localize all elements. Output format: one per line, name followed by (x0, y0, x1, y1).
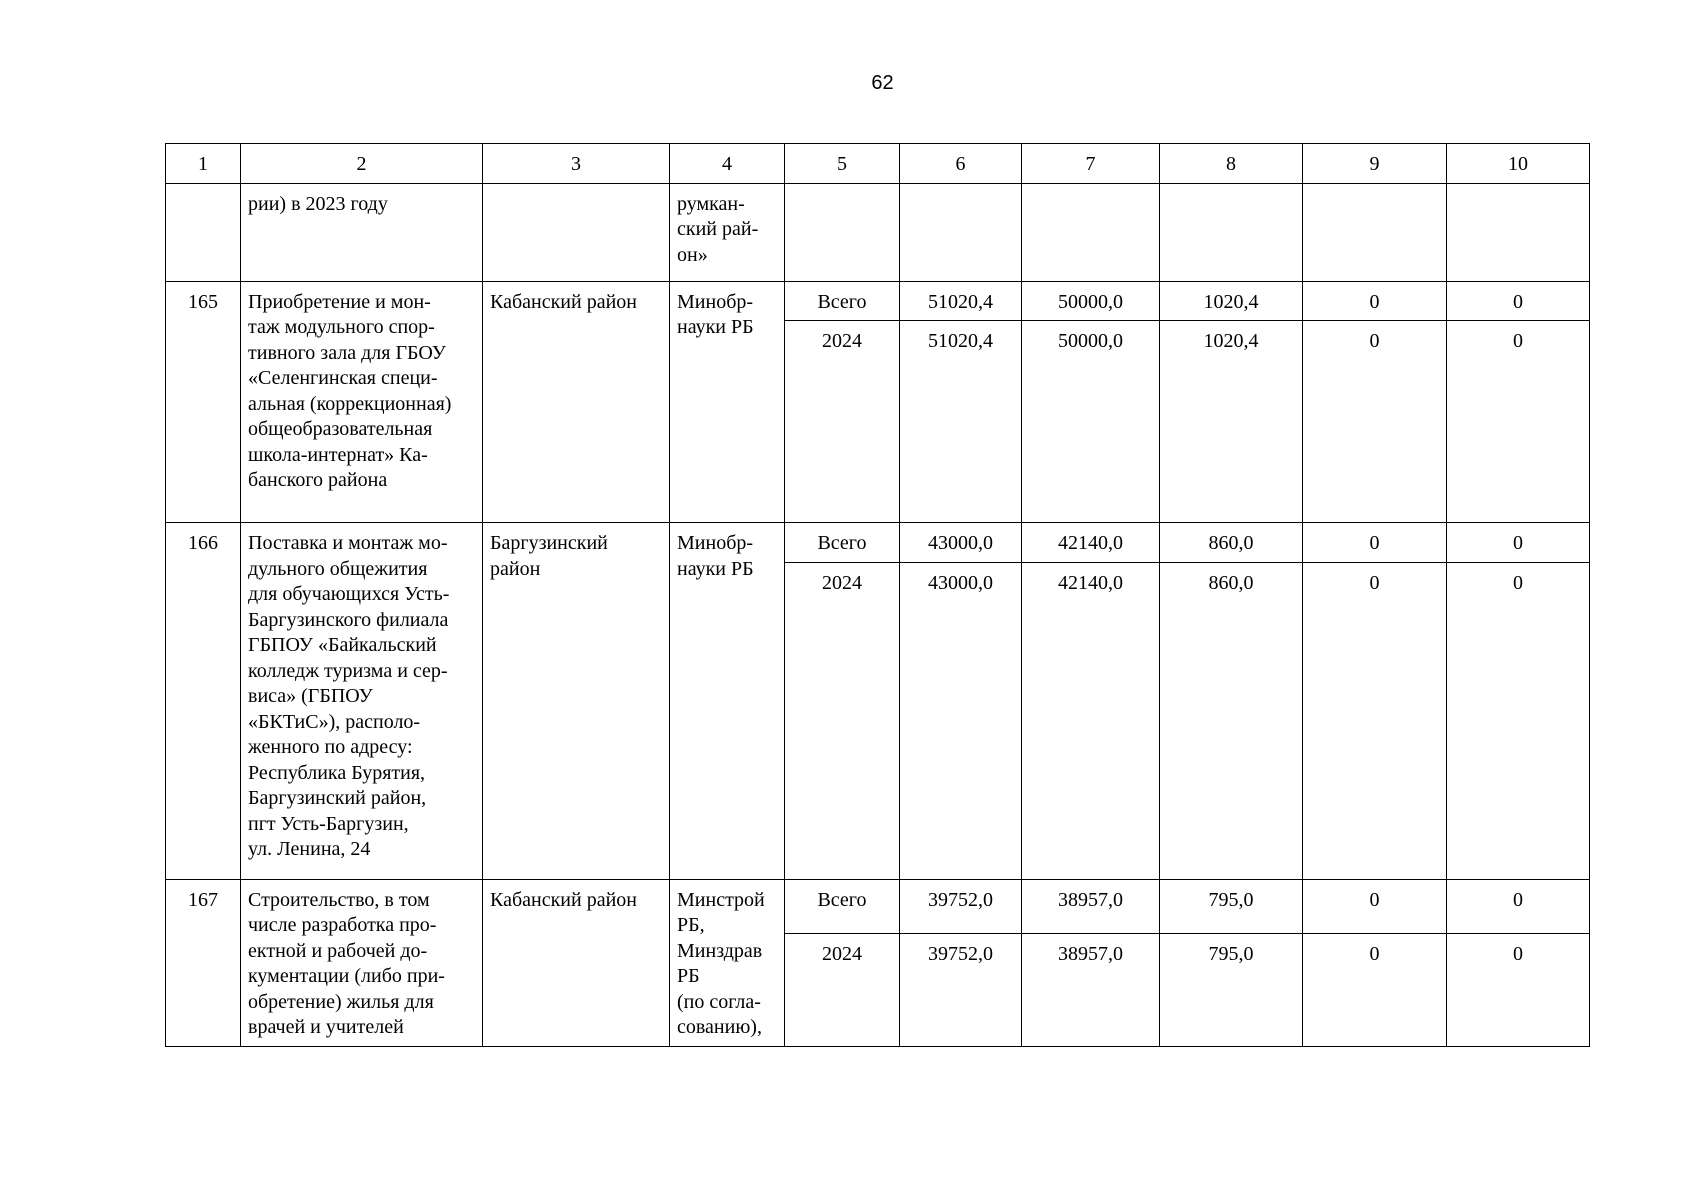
value-col7: 38957,0 (1022, 879, 1160, 933)
value-col7: 38957,0 (1022, 933, 1160, 1046)
row-executor: Минобр- науки РБ (670, 281, 785, 523)
row-location: Баргузинский район (483, 523, 670, 880)
value-col8: 860,0 (1160, 562, 1303, 879)
value-col9: 0 (1303, 933, 1447, 1046)
table-row (166, 281, 1590, 321)
row-name: Строительство, в том числе разработка про- ектной и рабочей до- кументации (либо при- обретение) жилья для врачей и учителей (241, 879, 483, 1046)
cell-empty (1022, 183, 1160, 281)
row-name: Приобретение и мон- таж модульного спор- тивного зала для ГБОУ «Селенгинская специ- альная (коррекционная) общеобразовательная школа-интернат» Ка- банского района (241, 281, 483, 523)
continuation-name: рии) в 2023 году (241, 183, 483, 281)
cell-empty (483, 183, 670, 281)
data-table (165, 143, 1590, 1047)
value-col6: 43000,0 (900, 523, 1022, 563)
value-col6: 39752,0 (900, 879, 1022, 933)
value-col9: 0 (1303, 281, 1447, 321)
value-col7: 42140,0 (1022, 562, 1160, 879)
header-row (166, 144, 1590, 184)
header-cell: 10 (1447, 144, 1590, 184)
row-location: Кабанский район (483, 281, 670, 523)
period-label: Всего (785, 281, 900, 321)
cell-empty (785, 183, 900, 281)
value-col10: 0 (1447, 562, 1590, 879)
value-col10: 0 (1447, 523, 1590, 563)
value-col7: 42140,0 (1022, 523, 1160, 563)
row-number: 166 (166, 523, 241, 880)
value-col8: 795,0 (1160, 879, 1303, 933)
page-number: 62 (871, 72, 894, 94)
row-name: Поставка и монтаж мо- дульного общежития для обучающихся Усть- Баргузинского филиала ГБПОУ «Байкальский колледж туризма и сер- виса» (ГБПОУ «БКТиС»), располо- женного по адресу: Республика Бурятия, Баргузинский район, пгт Усть-Баргузин, ул. Ленина, 24 (241, 523, 483, 880)
header-cell: 3 (483, 144, 670, 184)
value-col10: 0 (1447, 321, 1590, 523)
value-col9: 0 (1303, 562, 1447, 879)
value-col9: 0 (1303, 321, 1447, 523)
value-col10: 0 (1447, 281, 1590, 321)
cell-empty (166, 183, 241, 281)
header-cell: 5 (785, 144, 900, 184)
row-executor: Минобр- науки РБ (670, 523, 785, 880)
value-col6: 51020,4 (900, 321, 1022, 523)
cell-empty (1160, 183, 1303, 281)
cell-empty (900, 183, 1022, 281)
value-col8: 795,0 (1160, 933, 1303, 1046)
value-col7: 50000,0 (1022, 321, 1160, 523)
value-col7: 50000,0 (1022, 281, 1160, 321)
cell-empty (1447, 183, 1590, 281)
value-col6: 39752,0 (900, 933, 1022, 1046)
period-label: 2024 (785, 321, 900, 523)
value-col8: 1020,4 (1160, 281, 1303, 321)
value-col10: 0 (1447, 879, 1590, 933)
header-cell: 7 (1022, 144, 1160, 184)
header-cell: 1 (166, 144, 241, 184)
period-label: 2024 (785, 562, 900, 879)
table-row (166, 879, 1590, 933)
period-label: Всего (785, 523, 900, 563)
value-col6: 51020,4 (900, 281, 1022, 321)
value-col10: 0 (1447, 933, 1590, 1046)
row-executor: Минстрой РБ, Минздрав РБ (по согла- сованию), (670, 879, 785, 1046)
row-number: 167 (166, 879, 241, 1046)
header-cell: 6 (900, 144, 1022, 184)
value-col6: 43000,0 (900, 562, 1022, 879)
cell-empty (1303, 183, 1447, 281)
period-label: Всего (785, 879, 900, 933)
continuation-executor: румкан- ский рай- он» (670, 183, 785, 281)
header-cell: 2 (241, 144, 483, 184)
row-location: Кабанский район (483, 879, 670, 1046)
value-col8: 1020,4 (1160, 321, 1303, 523)
header-cell: 4 (670, 144, 785, 184)
period-label: 2024 (785, 933, 900, 1046)
header-cell: 9 (1303, 144, 1447, 184)
table-row (166, 523, 1590, 563)
value-col8: 860,0 (1160, 523, 1303, 563)
header-cell: 8 (1160, 144, 1303, 184)
row-number: 165 (166, 281, 241, 523)
continuation-row (166, 183, 1590, 281)
value-col9: 0 (1303, 523, 1447, 563)
value-col9: 0 (1303, 879, 1447, 933)
